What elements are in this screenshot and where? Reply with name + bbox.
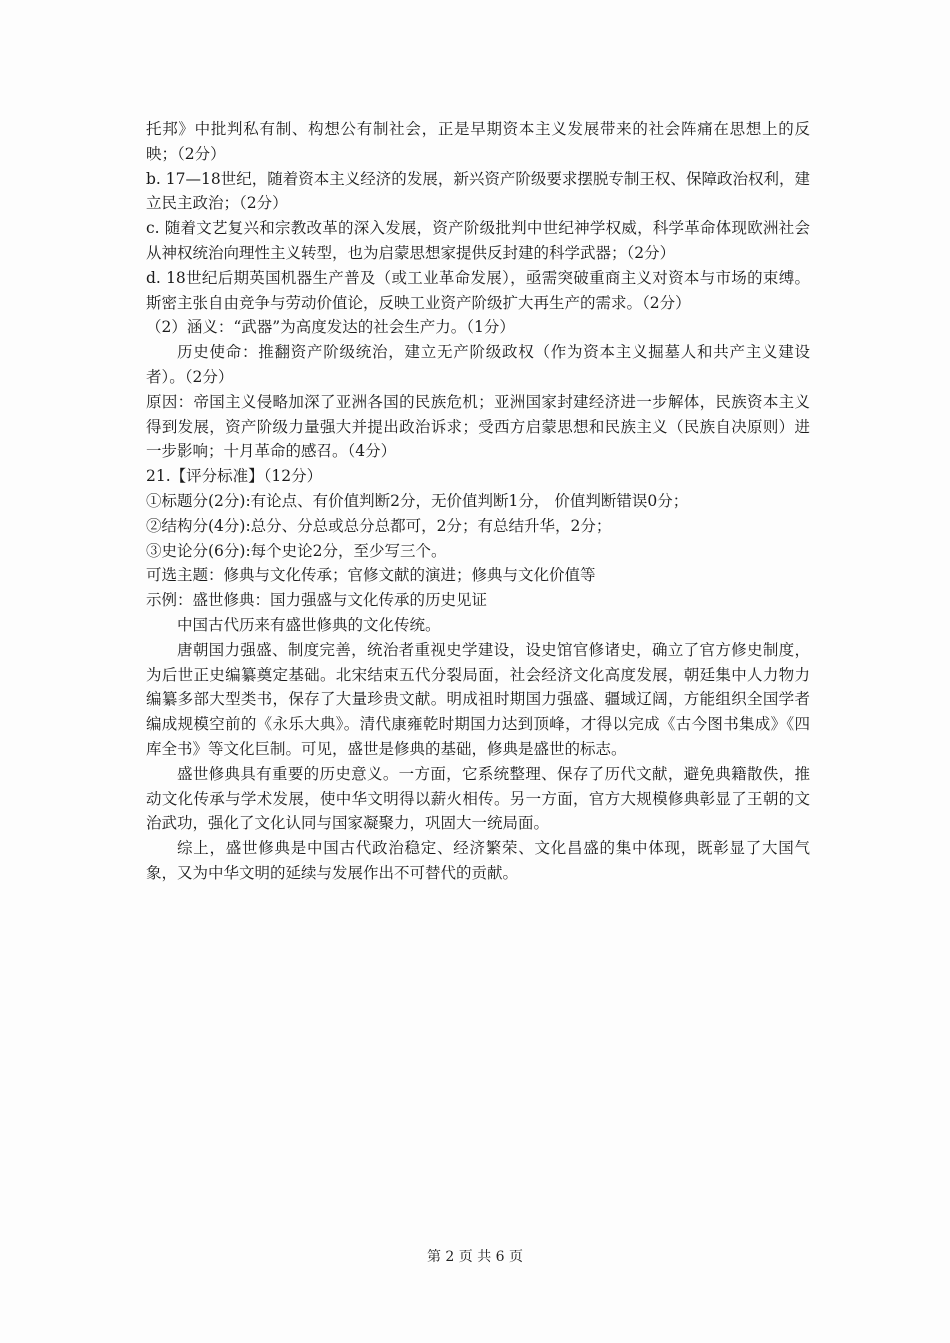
paragraph-reasons: 原因：帝国主义侵略加深了亚洲各国的民族危机；亚洲国家封建经济进一步解体，民族资本主义得到发展，资产阶级力量强大并提出政治诉求；受西方启蒙思想和民族主义（民族自决原则）进一步影响；十月革命的感召。（4分） <box>146 392 810 461</box>
criterion-argument-score: ③史论分(6分):每个史论2分，至少写三个。 <box>146 541 447 560</box>
question-21-heading: 21.【评分标准】（12分） <box>146 467 323 486</box>
paragraph-point-d: d. 18世纪后期英国机器生产普及（或工业革命发展），亟需突破重商主义对资本与市场的束缚。斯密主张自由竞争与劳动价值论，反映工业资产阶级扩大再生产的需求。（2分） <box>146 268 810 312</box>
essay-body-history: 唐朝国力强盛、制度完善，统治者重视史学建设，设史馆官修诸史，确立了官方修史制度，为后世正史编纂奠定基础。北宋结束五代分裂局面，社会经济文化高度发展，朝廷集中人力物力编纂多部大型类书，保存了大量珍贵文献。明成祖时期国力强盛、疆域辽阔，方能组织全国学者编成规模空前的《永乐大典》。清代康雍乾时期国力达到顶峰，才得以完成《古今图书集成》《四库全书》等文化巨制。可见，盛世是修典的基础，修典是盛世的标志。 <box>146 640 810 758</box>
criterion-title-score: ①标题分(2分):有论点、有价值判断2分，无价值判断1分， 价值判断错误0分； <box>146 491 689 510</box>
example-title: 示例：盛世修典：国力强盛与文化传承的历史见证 <box>146 591 488 610</box>
paragraph-historical-mission: 历史使命：推翻资产阶级统治，建立无产阶级政权（作为资本主义掘墓人和共产主义建设者）。（2分） <box>146 343 810 386</box>
paragraph-point-c: c. 随着文艺复兴和宗教改革的深入发展，资产阶级批判中世纪神学权威，科学革命体现欧洲社会从神权统治向理性主义转型，也为启蒙思想家提供反封建的科学武器；（2分） <box>146 219 810 262</box>
paragraph-weapon-meaning: （2）涵义：“武器”为高度发达的社会生产力。（1分） <box>146 318 515 337</box>
paragraph-point-b: b. 17—18世纪，随着资本主义经济的发展，新兴资产阶级要求摆脱专制王权、保障政治权利，建立民主政治；（2分） <box>146 169 810 213</box>
page-footer <box>0 1246 950 1266</box>
criterion-structure-score: ②结构分(4分):总分、分总或总分总都可，2分；有总结升华，2分； <box>146 516 612 535</box>
essay-intro: 中国古代历来有盛世修典的文化传统。 <box>177 615 441 634</box>
essay-body-significance: 盛世修典具有重要的历史意义。一方面，它系统整理、保存了历代文献，避免典籍散佚，推动文化传承与学术发展，使中华文明得以薪火相传。另一方面，官方大规模修典彰显了王朝的文治武功，强化了文化认同与国家凝聚力，巩固大一统局面。 <box>146 764 810 833</box>
paragraph-utopia-reflection: 托邦》中批判私有制、构想公有制社会，正是早期资本主义发展带来的社会阵痛在思想上的反映；（2分） <box>146 120 810 163</box>
page-number-label: 第 2 页 共 6 页 <box>426 1249 524 1265</box>
essay-conclusion: 综上，盛世修典是中国古代政治稳定、经济繁荣、文化昌盛的集中体现，既彰显了大国气象，又为中华文明的延续与发展作出不可替代的贡献。 <box>146 839 810 882</box>
answer-text-body <box>146 117 810 886</box>
optional-topics: 可选主题：修典与文化传承；官修文献的演进；修典与文化价值等 <box>146 566 596 585</box>
